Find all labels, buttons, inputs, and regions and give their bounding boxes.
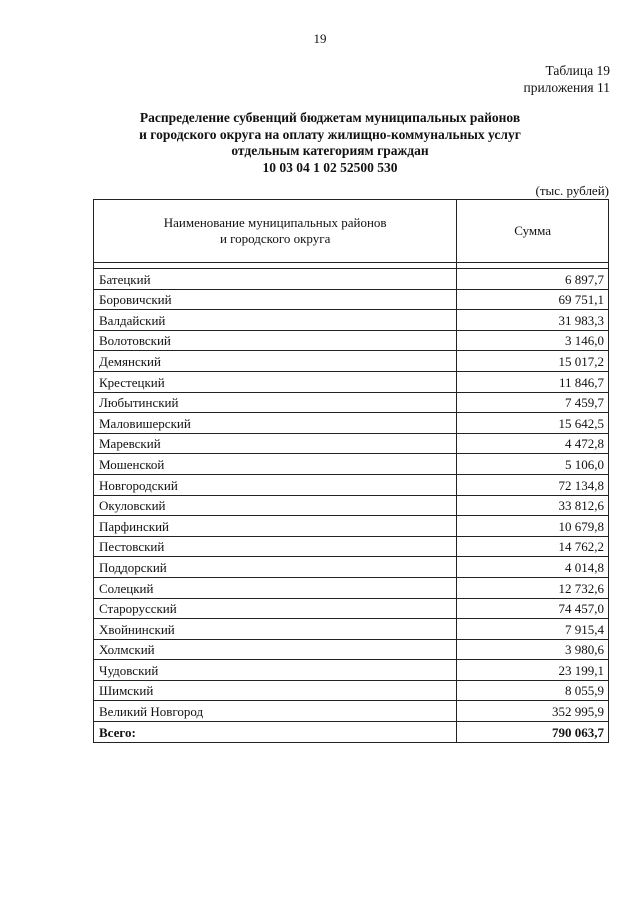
district-sum: 33 812,6 [457, 495, 609, 516]
district-sum: 6 897,7 [457, 269, 609, 290]
district-sum: 7 459,7 [457, 392, 609, 413]
title-line-2: и городского округа на оплату жилищно-коммунальных услуг [139, 126, 521, 142]
distribution-table [93, 199, 609, 743]
total-row [94, 722, 609, 743]
table-row [94, 269, 609, 290]
district-name: Пестовский [94, 536, 457, 557]
title-line-3: отдельным категориям граждан [231, 143, 429, 158]
district-sum: 3 146,0 [457, 330, 609, 351]
page-number: 19 [313, 31, 327, 46]
total-sum: 790 063,7 [457, 722, 609, 743]
district-name: Волотовский [94, 330, 457, 351]
district-sum: 8 055,9 [457, 680, 609, 701]
district-sum: 12 732,6 [457, 577, 609, 598]
district-sum: 4 014,8 [457, 557, 609, 578]
table-row [94, 289, 609, 310]
table-row [94, 557, 609, 578]
table-row [94, 619, 609, 640]
district-sum: 3 980,6 [457, 639, 609, 660]
district-name: Новгородский [94, 474, 457, 495]
district-name: Холмский [94, 639, 457, 660]
district-name: Батецкий [94, 269, 457, 290]
table-row [94, 413, 609, 434]
district-sum: 7 915,4 [457, 619, 609, 640]
table-row [94, 371, 609, 392]
header-name-line2: и городского округа [219, 231, 331, 246]
district-sum: 72 134,8 [457, 474, 609, 495]
district-name: Любытинский [94, 392, 457, 413]
table-row [94, 392, 609, 413]
table-row [94, 495, 609, 516]
district-name: Шимский [94, 680, 457, 701]
units-label: (тыс. рублей) [535, 183, 609, 198]
district-name: Маловишерский [94, 413, 457, 434]
table-row [94, 516, 609, 537]
district-name: Боровичский [94, 289, 457, 310]
district-sum: 14 762,2 [457, 536, 609, 557]
table-body [94, 263, 609, 722]
district-name: Старорусский [94, 598, 457, 619]
district-sum: 15 017,2 [457, 351, 609, 372]
table-row [94, 598, 609, 619]
table-row [94, 701, 609, 722]
district-name: Великий Новгород [94, 701, 457, 722]
district-name: Солецкий [94, 577, 457, 598]
table-row [94, 330, 609, 351]
table-row [94, 310, 609, 331]
table-row [94, 577, 609, 598]
table-row [94, 433, 609, 454]
total-label: Всего: [94, 722, 457, 743]
table-row [94, 680, 609, 701]
district-sum: 69 751,1 [457, 289, 609, 310]
district-name: Окуловский [94, 495, 457, 516]
header-sum: Сумма [457, 200, 609, 263]
district-name: Парфинский [94, 516, 457, 537]
district-name: Чудовский [94, 660, 457, 681]
district-sum: 352 995,9 [457, 701, 609, 722]
district-name: Мошенской [94, 454, 457, 475]
table-row [94, 454, 609, 475]
table-reference-line2: приложения 11 [523, 80, 610, 95]
table-row [94, 536, 609, 557]
table-row [94, 639, 609, 660]
table-row [94, 351, 609, 372]
title-line-1: Распределение субвенций бюджетам муниципальных районов [139, 110, 521, 125]
budget-code: 10 03 04 1 02 52500 530 [262, 159, 398, 175]
table-row [94, 474, 609, 495]
document-title [60, 110, 600, 176]
district-sum: 74 457,0 [457, 598, 609, 619]
district-sum: 23 199,1 [457, 660, 609, 681]
district-name: Маревский [94, 433, 457, 454]
district-sum: 4 472,8 [457, 433, 609, 454]
district-name: Поддорский [94, 557, 457, 578]
district-name: Крестецкий [94, 371, 457, 392]
table-reference [523, 62, 610, 96]
district-sum: 5 106,0 [457, 454, 609, 475]
table-row [94, 660, 609, 681]
table-header-row [94, 200, 609, 263]
district-name: Валдайский [94, 310, 457, 331]
district-sum: 31 983,3 [457, 310, 609, 331]
header-name [94, 200, 457, 263]
table-reference-line1: Таблица 19 [545, 63, 610, 78]
district-sum: 10 679,8 [457, 516, 609, 537]
district-sum: 11 846,7 [457, 371, 609, 392]
district-name: Демянский [94, 351, 457, 372]
district-sum: 15 642,5 [457, 413, 609, 434]
header-name-line1: Наименование муниципальных районов [163, 215, 387, 230]
district-name: Хвойнинский [94, 619, 457, 640]
